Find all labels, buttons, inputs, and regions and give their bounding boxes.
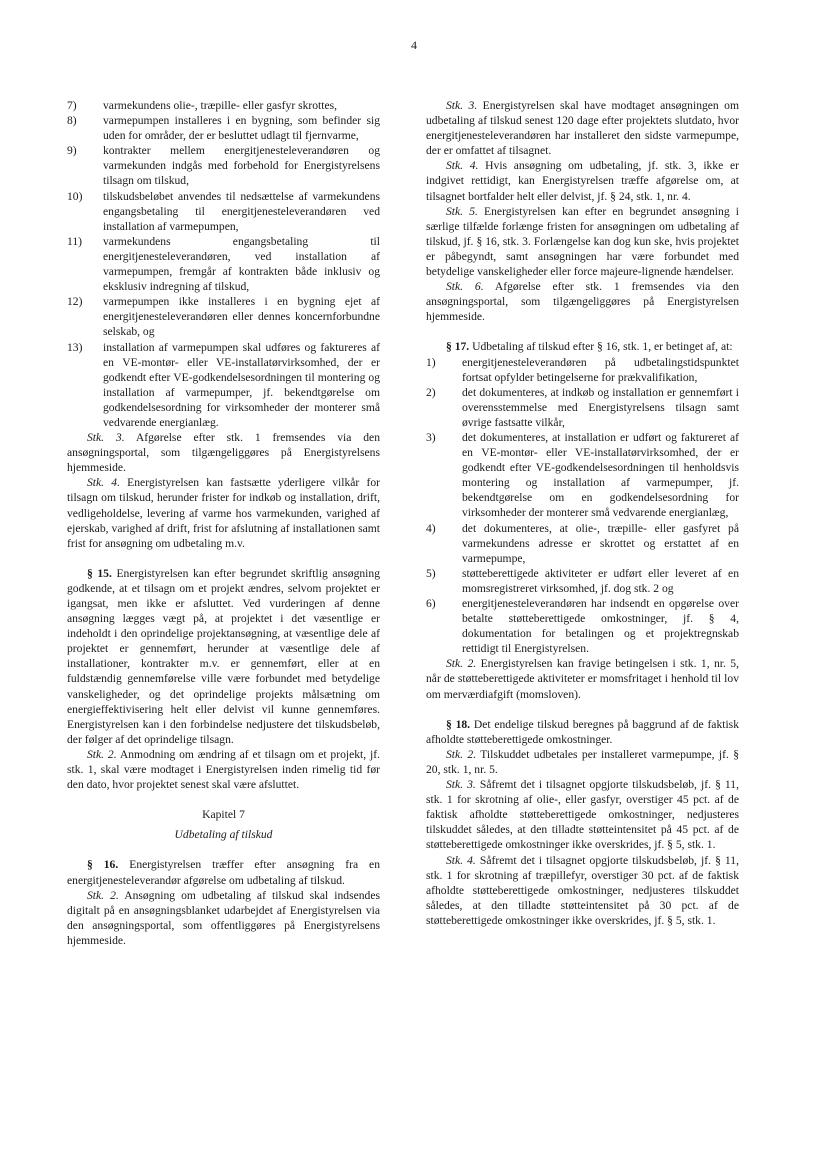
list-item-number: 7) xyxy=(67,99,77,112)
stk-label: Stk. 3. xyxy=(87,431,125,445)
stk-label: Stk. 5. xyxy=(446,204,478,218)
section-heading: § 17. xyxy=(446,340,470,354)
stk-label: Stk. 2. xyxy=(87,888,119,902)
section-16 xyxy=(67,857,380,887)
paragraph-text: Energistyrelsen træffer efter ansøgning fra en energitjenesteleverandør afgørelse om udbetaling af tilskud. xyxy=(67,858,381,887)
paragraph-text: Energistyrelsen skal have modtaget ansøgningen om udbetaling af tilskud senest 120 dage efter projektets slutdato, hvor energitjenesteleverandøren har installeret den sidste varmepumpe, der er omfattet af tilsagnet. xyxy=(426,99,739,158)
stk-label: Stk. 2. xyxy=(87,747,117,761)
paragraph-text: Ansøgning om udbetaling af tilskud skal indsendes digitalt på en ansøgningsblanket udarbejdet af Energistyrelsen via den ansøgningsportal, som offentliggøres på Energistyrelsens hjemmeside. xyxy=(67,888,381,947)
list-item xyxy=(426,521,739,566)
paragraph-text: Anmodning om ændring af et tilsagn om et projekt, jf. stk. 1, skal være modtaget i Energistyrelsen inden rimelig tid før den dato, hvor projektet senest skal være afsluttet. xyxy=(67,747,380,792)
paragraph-text: Afgørelse efter stk. 1 fremsendes via den ansøgningsportal, som tilgængeliggøres på Energistyrelsens hjemmeside. xyxy=(67,431,380,475)
paragraph-text: Energistyrelsen kan fravige betingelsen i stk. 1, nr. 5, når de støtteberettigede aktiviteter er momsfritaget i henhold til lov om merværdiafgift (momsloven). xyxy=(426,657,740,701)
list-item xyxy=(67,340,380,431)
list-item xyxy=(426,566,739,596)
paragraph-text: Hvis ansøgning om udbetaling, jf. stk. 3, ikke er indgivet rettidigt, kan Energistyrelsen træffe afgørelse om, at tilsagnet bortfalder helt eller delvist, jf. § 24, stk. 1, nr. 4. xyxy=(426,159,739,203)
section-18 xyxy=(426,717,739,747)
section-18-stk-3 xyxy=(426,777,739,852)
list-item xyxy=(426,596,739,656)
paragraph-text: Afgørelse efter stk. 1 fremsendes via den ansøgningsportal, som tilgængeliggøres på Energistyrelsen hjemmeside. xyxy=(426,280,739,324)
paragraph-stk-4 xyxy=(67,475,380,550)
section-15-stk-2 xyxy=(67,747,380,792)
list-item xyxy=(67,234,380,294)
section-15 xyxy=(67,566,380,747)
paragraph-text: Såfremt det i tilsagnet opgjorte tilskudsbeløb, jf. § 11, stk. 1 for skrotning af olie-, eller gasfyr, overstiger 45 pct. af de faktisk afholdte støtteberettigede omkostninger, nedjusteres tilskuddet således, at den tilladte støtteintensitet på 45 pct. af de støtteberettigede omkostninger ikke overskrides, jf. § 5, stk. 1. xyxy=(426,778,739,852)
list-item-number: 10) xyxy=(67,189,83,203)
paragraph-stk-3 xyxy=(67,430,380,475)
list-item-text: varmepumpen installeres i en bygning, som befinder sig uden for områder, der er besluttet udlagt til fjernvarme, xyxy=(103,114,380,143)
section-17 xyxy=(426,339,739,354)
section-heading: § 15. xyxy=(87,566,112,580)
list-item-text: energitjenesteleverandøren på udbetalingstidspunktet fortsat opfylder betingelserne for prækvalifikation, xyxy=(462,355,739,384)
list-item-text: varmepumpen ikke installeres i en bygning ejet af energitjenesteleverandøren eller dennes koncernforbundne selskab, og xyxy=(103,295,380,339)
list-item xyxy=(67,189,380,234)
list-item-text: varmekundens engangsbetaling til energitjenesteleverandøren, ved installation af varmepumpen, fremgår af kontrakten både inklusiv og eksklusiv indregning af tilskud, xyxy=(103,234,380,294)
chapter-heading: Kapitel 7 xyxy=(202,808,245,822)
list-item xyxy=(67,143,380,188)
list-item-number: 8) xyxy=(67,114,77,128)
list-item xyxy=(426,355,739,385)
list-item-text: varmekundens olie-, træpille- eller gasfyr skrottes, xyxy=(103,99,338,112)
paragraph-text: Energistyrelsen kan efter en begrundet ansøgning i særlige tilfælde forlænge fristen for ansøgningen om udbetaling af tilskud, jf. § 16, stk. 3. Forlængelse kan dog kun ske, hvis projektet er påbegyndt, samt ansøgningen har være forbundet med betydelige vanskeligheder eller force majeure-lignende hændelser. xyxy=(426,204,739,279)
left-column xyxy=(67,98,380,948)
section-16-stk-2 xyxy=(67,888,380,948)
list-item-text: installation af varmepumpen skal udføres og faktureres af en VE-montør- eller VE-installatørvirksomhed, der er godkendt efter VE-godkendelsesordningen til montering og installation af varmepumper, jf. bekendtgørelse om godkendelsesordning for virksomheder der monterer små vedvarende energianlæg. xyxy=(103,340,380,429)
section-heading: § 18. xyxy=(446,717,471,731)
list-item-number: 3) xyxy=(426,430,436,444)
section-18-stk-4 xyxy=(426,853,739,928)
list-item xyxy=(426,385,739,430)
section-heading: § 16. xyxy=(87,858,119,872)
paragraph-text: Udbetaling af tilskud efter § 16, stk. 1, er betinget af, at: xyxy=(469,340,733,354)
list-item-number: 9) xyxy=(67,144,77,158)
list-item xyxy=(67,113,380,143)
list-item-number: 1) xyxy=(426,355,436,369)
stk-label: Stk. 3. xyxy=(446,778,476,792)
paragraph-text: Det endelige tilskud beregnes på baggrund af de faktisk afholdte støtteberettigede omkostninger. xyxy=(426,717,739,746)
list-item-text: tilskudsbeløbet anvendes til nedsættelse af varmekundens engangsbetaling til energitjenesteleverandøren ved installation af varmepumpen, xyxy=(103,189,380,233)
list-item-text: det dokumenteres, at installation er udført og faktureret af en VE-montør- eller VE-installatørvirksomhed, der er godkendt efter VE-godkendelsesordningen til henholdsvis montering og installation af varmepumper, jf. bekendtgørelse om en godkendelsesordning for virksomheder der monterer små vedvarende energianlæg, xyxy=(462,430,739,520)
stk-label: Stk. 6. xyxy=(446,280,484,294)
section-16-stk-5 xyxy=(426,204,739,279)
list-item-text: støtteberettigede aktiviteter er udført eller leveret af en momsregistreret virksomhed, jf. dog stk. 2 og xyxy=(462,566,739,595)
section-16-stk-3 xyxy=(426,98,739,158)
list-item-number: 13) xyxy=(67,340,83,354)
stk-label: Stk. 4. xyxy=(446,159,479,173)
list-item-number: 6) xyxy=(426,597,436,610)
stk-label: Stk. 2. xyxy=(446,657,477,671)
section-16-stk-4 xyxy=(426,158,739,203)
list-item-number: 4) xyxy=(426,521,436,535)
list-item-text: det dokumenteres, at olie-, træpille- eller gasfyret på varmekundens adresse er skrottet og erstattet af en varmepumpe, xyxy=(462,521,739,565)
paragraph-text: Såfremt det i tilsagnet opgjorte tilskudsbeløb, jf. § 11, stk. 1 for skrotning af træpillefyr, overstiger 30 pct. af de faktisk afholdte støtteberettigede omkostninger, nedjusteres tilskuddet således, at den tilladte støtteintensitet på 30 pct. af de støtteberettigede omkostninger ikke overskrides, jf. § 5, stk. 1. xyxy=(426,853,739,927)
right-column xyxy=(426,98,739,928)
list-item-number: 11) xyxy=(67,234,83,248)
paragraph-text: Tilskuddet udbetales per installeret varmepumpe, jf. § 20, stk. 1, nr. 5. xyxy=(426,747,739,776)
paragraph-text: Energistyrelsen kan fastsætte yderligere vilkår for tilsagn om tilskud, herunder frister for indkøb og installation, drift, vedligeholdelse, levering af varme hos varmekunden, varighed af ejerskab, varighed af drift, frist for afslutning af installationen samt frist for ansøgning om udbetaling m.v. xyxy=(67,476,380,550)
list-item xyxy=(67,98,380,113)
stk-label: Stk. 2. xyxy=(446,747,477,761)
stk-label: Stk. 4. xyxy=(87,476,120,490)
list-item-number: 2) xyxy=(426,385,436,399)
chapter-title: Udbetaling af tilskud xyxy=(174,828,273,842)
list-item-number: 5) xyxy=(426,566,436,580)
list-item-text: kontrakter mellem energitjenesteleverandøren og varmekunden indgås med forbehold for Energistyrelsens tilsagn om tilskud, xyxy=(103,144,380,188)
list-item-number: 12) xyxy=(67,295,83,309)
list-item xyxy=(67,294,380,339)
paragraph-text: Energistyrelsen kan efter begrundet skriftlig ansøgning godkende, at et tilsagn om et projekt ændres, selvom projektet er igangsat, men ikke er afsluttet. Ved vurderingen af denne ansøgning lægges vægt på, at projektet i det væsentlige er indeholdt i den oprindelige projektansøgning, at væsentlige dele af projektet er gennemført, herunder at væsentlige dele af installationer, kontrakter m.v. er gennemført, eller at en fuldstændig gennemførelse ville være forbundet med betydelige vanskeligheder, og det oprindelige projekts målsætning om energieffektivisering helt eller delvist vil kunne gennemføres. Energistyrelsen kan i den forbindelse nedjustere det tilskudsbeløb, der følger af det oprindelige tilsagn. xyxy=(67,566,380,746)
section-16-stk-6 xyxy=(426,279,739,324)
list-item-text: energitjenesteleverandøren har indsendt en opgørelse over betalte støtteberettigede omkostninger, jf. § 4, dokumentation for betalingen og et projektregnskab rettidigt til Energistyrelsen. xyxy=(462,597,739,656)
stk-label: Stk. 3. xyxy=(446,99,478,112)
page-number: 4 xyxy=(411,38,417,52)
list-item-text: det dokumenteres, at indkøb og installation er gennemført i overensstemmelse med Energistyrelsens tilsagn samt øvrige fastsatte vilkår, xyxy=(462,385,739,429)
section-17-stk-2 xyxy=(426,656,739,701)
section-18-stk-2 xyxy=(426,747,739,777)
stk-label: Stk. 4. xyxy=(446,853,476,867)
list-item xyxy=(426,430,739,521)
